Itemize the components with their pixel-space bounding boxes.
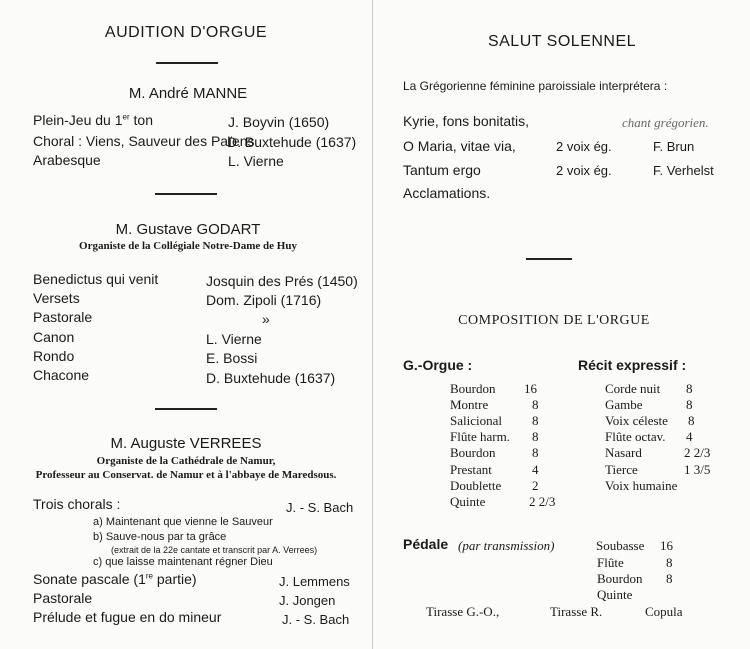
piece-title: Pastorale: [33, 590, 93, 606]
salut-voices: 2 voix ég.: [556, 139, 612, 154]
stop-name: Voix céleste: [605, 413, 668, 428]
composer: J. Boyvin (1650): [228, 114, 330, 130]
piece-title: Versets: [33, 290, 80, 306]
stop-name: Quinte: [597, 587, 633, 602]
stop-size: 16: [524, 381, 537, 396]
piece-title: Pastorale: [33, 309, 93, 325]
performer-name-verrees: M. Auguste VERREES: [110, 435, 262, 452]
piece-title: Trois chorals :: [33, 496, 121, 512]
salut-piece: O Maria, vitae via,: [403, 138, 516, 154]
salut-composer: F. Brun: [653, 139, 695, 154]
composer: J. Jongen: [279, 593, 336, 608]
piece-title: Rondo: [33, 348, 75, 364]
stop-name: Flûte octav.: [605, 429, 666, 444]
stop-name: Montre: [450, 397, 489, 412]
salut-composer: F. Verhelst: [653, 163, 714, 178]
stop-name: Prestant: [450, 462, 492, 477]
composer: D. Buxtehude (1637): [227, 134, 357, 150]
stop-name: Soubasse: [596, 538, 645, 553]
stop-size: 2 2/3: [529, 494, 556, 509]
composer: J. - S. Bach: [282, 612, 350, 627]
stop-size: 2: [532, 478, 539, 493]
stop-name: Bourdon: [450, 445, 496, 460]
performer-subtitle: Organiste de la Collégiale Notre-Dame de Huy: [79, 240, 297, 252]
stop-name: Flûte: [597, 555, 624, 570]
composer: »: [262, 311, 270, 327]
stop-size: 4: [532, 462, 539, 477]
page-fold: [372, 0, 373, 649]
stop-name: Bourdon: [597, 571, 643, 586]
salut-piece: Tantum ergo: [403, 162, 481, 178]
composer: E. Bossi: [206, 350, 258, 366]
stop-name: Gambe: [605, 397, 643, 412]
piece-title: Choral : Viens, Sauveur des Païens: [33, 133, 255, 149]
stop-size: 1 3/5: [684, 462, 711, 477]
salut-title: SALUT SOLENNEL: [487, 33, 637, 50]
salut-voices: 2 voix ég.: [556, 163, 612, 178]
piece-title: Chacone: [33, 367, 90, 383]
recit-label: Récit expressif :: [578, 357, 687, 373]
salut-composer: chant grégorien.: [622, 115, 709, 130]
stop-name: Voix humaine: [605, 478, 678, 493]
stop-name: Bourdon: [450, 381, 496, 396]
stop-name: Nasard: [605, 445, 642, 460]
salut-piece: Kyrie, fons bonitatis,: [403, 113, 530, 129]
choral-item: b) Sauve-nous par ta grâce: [93, 531, 227, 543]
divider: [155, 193, 217, 195]
composition-title: COMPOSITION DE L'ORGUE: [458, 313, 650, 328]
composer: D. Buxtehude (1637): [206, 370, 336, 386]
coupler: Tirasse G.-O.,: [426, 604, 500, 619]
choral-item: a) Maintenant que vienne le Sauveur: [93, 516, 273, 528]
divider: [155, 408, 217, 410]
stop-size: 8: [686, 381, 693, 396]
divider: [526, 258, 572, 260]
choral-note: (extrait de la 22e cantate et transcrit par A. Verrees): [111, 545, 318, 555]
grand-orgue-label: G.-Orgue :: [403, 357, 473, 373]
pedale-note: (par transmission): [458, 538, 555, 553]
performer-subtitle: Organiste de la Cathédrale de Namur,: [96, 455, 276, 467]
performer-name-manne: M. André MANNE: [128, 85, 248, 102]
coupler: Tirasse R.: [550, 604, 603, 619]
coupler: Copula: [645, 604, 683, 619]
performer-subtitle: Professeur au Conservat. de Namur et à l'abbaye de Maredsous.: [35, 469, 337, 481]
stop-size: 8: [666, 555, 673, 570]
stop-size: 8: [532, 429, 539, 444]
piece-title: Benedictus qui venit: [33, 271, 159, 287]
stop-size: 16: [660, 538, 673, 553]
stop-size: 2 2/3: [684, 445, 711, 460]
piece-title: Plein-Jeu du 1er ton: [33, 112, 153, 128]
composer: Dom. Zipoli (1716): [206, 292, 322, 308]
stop-size: 8: [666, 571, 673, 586]
stop-name: Corde nuit: [605, 381, 661, 396]
pedale-label: Pédale: [403, 536, 449, 552]
stop-name: Tierce: [605, 462, 638, 477]
salut-piece: Acclamations.: [403, 185, 491, 201]
audition-title: AUDITION D'ORGUE: [104, 24, 268, 41]
piece-title: Canon: [33, 329, 75, 345]
stop-name: Salicional: [450, 413, 502, 428]
stop-size: 8: [532, 445, 539, 460]
composer: J. - S. Bach: [286, 500, 354, 515]
performer-name-godart: M. Gustave GODART: [115, 221, 261, 238]
composer: L. Vierne: [206, 331, 262, 347]
stop-size: 8: [532, 397, 539, 412]
piece-title: Arabesque: [33, 152, 101, 168]
piece-title: Prélude et fugue en do mineur: [33, 609, 222, 625]
composer: J. Lemmens: [279, 574, 350, 589]
stop-size: 8: [688, 413, 695, 428]
stop-size: 8: [532, 413, 539, 428]
composer: L. Vierne: [228, 153, 284, 169]
piece-title: Sonate pascale (1re partie): [33, 571, 197, 587]
stop-name: Doublette: [450, 478, 502, 493]
stop-size: 8: [686, 397, 693, 412]
stop-name: Quinte: [450, 494, 486, 509]
stop-name: Flûte harm.: [450, 429, 510, 444]
stop-size: 4: [686, 429, 693, 444]
divider: [156, 62, 218, 64]
choral-item: c) que laisse maintenant régner Dieu: [93, 556, 273, 568]
composer: Josquin des Prés (1450): [206, 273, 358, 289]
salut-intro: La Grégorienne féminine paroissiale interprétera :: [403, 79, 668, 93]
